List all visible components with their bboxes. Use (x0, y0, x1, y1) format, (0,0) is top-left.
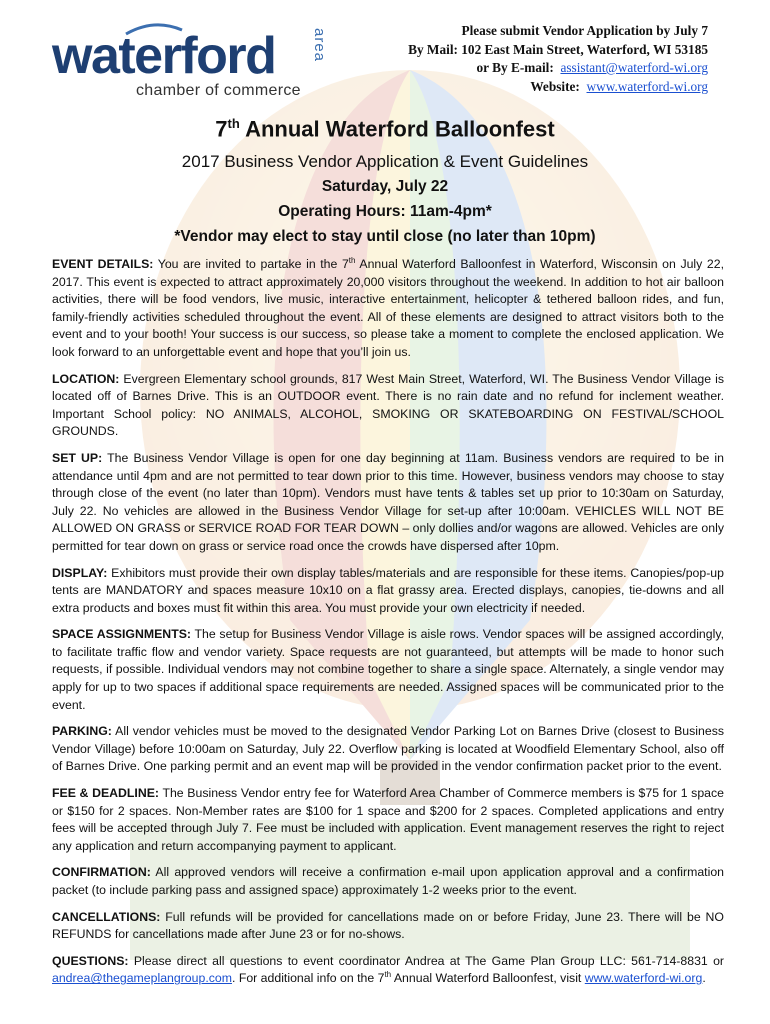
section-location: LOCATION: Evergreen Elementary school grounds, 817 West Main Street, Waterford, WI. The Business Vendor Village is located off of Barnes Drive. This is an OUTDOOR event. There is no rain date and no refund for inclement weather. Important School policy: NO ANIMALS, ALCOHOL, SMOKING OR SKATEBOARDING ON FESTIVAL/SCHOOL GROUNDS. (52, 371, 724, 439)
section-parking: PARKING: All vendor vehicles must be moved to the designated Vendor Parking Lot on Barnes Drive (closest to Business Vendor Village) before 10:00am on Saturday, July 22. Overflow parking is located at Woodfield Elementary School, also off of Barnes Drive. One parking permit and an event map will be provided in the vendor confirmation packet prior to the event. (52, 724, 724, 774)
logo-wordmark: waterford (52, 27, 276, 85)
email-line (408, 59, 708, 78)
email-link[interactable]: assistant@waterford-wi.org (560, 60, 708, 75)
section-questions: QUESTIONS: Please direct all questions to event coordinator Andrea at The Game Plan Group LLC: 561-714-8831 or andrea@thegameplangroup.com. For additional info on the 7th Annual Waterford Balloonfest, visit www.waterford-wi.org. (52, 953, 724, 986)
logo-area-text: area (311, 28, 328, 63)
page-subtitle: 2017 Business Vendor Application & Event Guidelines (181, 152, 589, 171)
section-space-assignments: SPACE ASSIGNMENTS: The setup for Business Vendor Village is aisle rows. Vendor spaces will be assigned accordingly, to facilitate traffic flow and vendor variety. Space requests are not guaranteed, but attempts will be made to honor such requests, if possible. Individual vendors may not combine together to share a single space. Alternately, a single vendor may apply for up to two spaces if additional space requirements are needed. Assigned spaces will be communicated prior to the event. (52, 627, 724, 712)
section-cancellations: CANCELLATIONS: Full refunds will be provided for cancellations made on or before Friday, June 23. There will be NO REFUNDS for cancellations made after June 23 or for no-shows. (52, 909, 724, 942)
event-date: Saturday, July 22 (321, 178, 449, 195)
chamber-logo (52, 22, 342, 102)
website-link[interactable]: www.waterford-wi.org (586, 78, 708, 94)
submit-deadline: Please submit Vendor Application by July 7 (461, 23, 708, 38)
mail-address: By Mail: 102 East Main Street, Waterford, WI 53185 (408, 41, 708, 57)
logo-subtitle: chamber of commerce (136, 82, 301, 99)
section-fee-deadline: FEE & DEADLINE: The Business Vendor entry fee for Waterford Area Chamber of Commerce members is $75 for 1 space or $150 for 2 spaces. Non-Member rates are $100 for 1 space and $200 for 2 spaces. Completed applications and entry fees will be accepted through July 7. Fee must be included with application. Event management reserves the right to reject any application and return accompanying payment to applicant. (52, 786, 724, 853)
footer-website-link[interactable]: www.waterford-wi.org (584, 971, 703, 986)
operating-hours: Operating Hours: 11am-4pm* (278, 203, 492, 220)
coordinator-email-link[interactable]: andrea@thegameplangroup.com (52, 971, 232, 986)
page-title: 7th Annual Waterford Balloonfest (215, 116, 555, 142)
stay-note: *Vendor may elect to stay until close (no later than 10pm) (174, 228, 596, 245)
section-event-details: EVENT DETAILS: You are invited to partake in the 7th Annual Waterford Balloonfest in Waterford, Wisconsin on July 22, 2017. This event is expected to attract approximately 20,000 visitors throughout the weekend. In addition to hot air balloon activities, there will be food vendors, live music, interactive entertainment, helicopter & tethered balloon rides, and fun, family-friendly activities scheduled throughout the event. All of these elements are designed to attract visitors both to the event and to your booth! Your success is our success, so please take a moment to complete the enclosed application. We look forward to an unforgettable event and hope that you’ll join us. (52, 255, 725, 359)
contact-block (408, 22, 708, 96)
section-set-up: SET UP: The Business Vendor Village is open for one day beginning at 11am. Business vendors are required to be in attendance until 4pm and are not permitted to tear down prior to this time. However, business vendors may choose to stay through close of the event (no later than 10pm). Vendors must have tents & tables set up prior to 10:30am on Saturday, July 22. No vehicles are allowed in the Business Vendor Village for set-up after 10:00am. VEHICLES WILL NOT BE ALLOWED ON GRASS or SERVICE ROAD FOR TEAR DOWN – only dollies and/or wagons are allowed. Vehicles are only permitted for tear down on grass or service road once the crowds have dispersed after 10pm. (52, 450, 725, 553)
section-confirmation: CONFIRMATION: All approved vendors will receive a confirmation e-mail upon application approval and a confirmation packet (to include parking pass and assigned space) approximately 1-2 weeks prior to the event. (52, 865, 724, 897)
website-line (408, 78, 708, 97)
section-display: DISPLAY: Exhibitors must provide their own display tables/materials and are responsible for these items. Canopies/pop-up tents are MANDATORY and spaces measure 10x10 on a flat grassy area. Erected displays, canopies, tie-downs and all extra products and boxes must fit within this area. You must provide your own electricity if needed. (52, 565, 724, 615)
guidelines-body (52, 256, 724, 997)
website-label: Website: (530, 78, 580, 94)
email-label: or By E-mail: (476, 60, 554, 75)
